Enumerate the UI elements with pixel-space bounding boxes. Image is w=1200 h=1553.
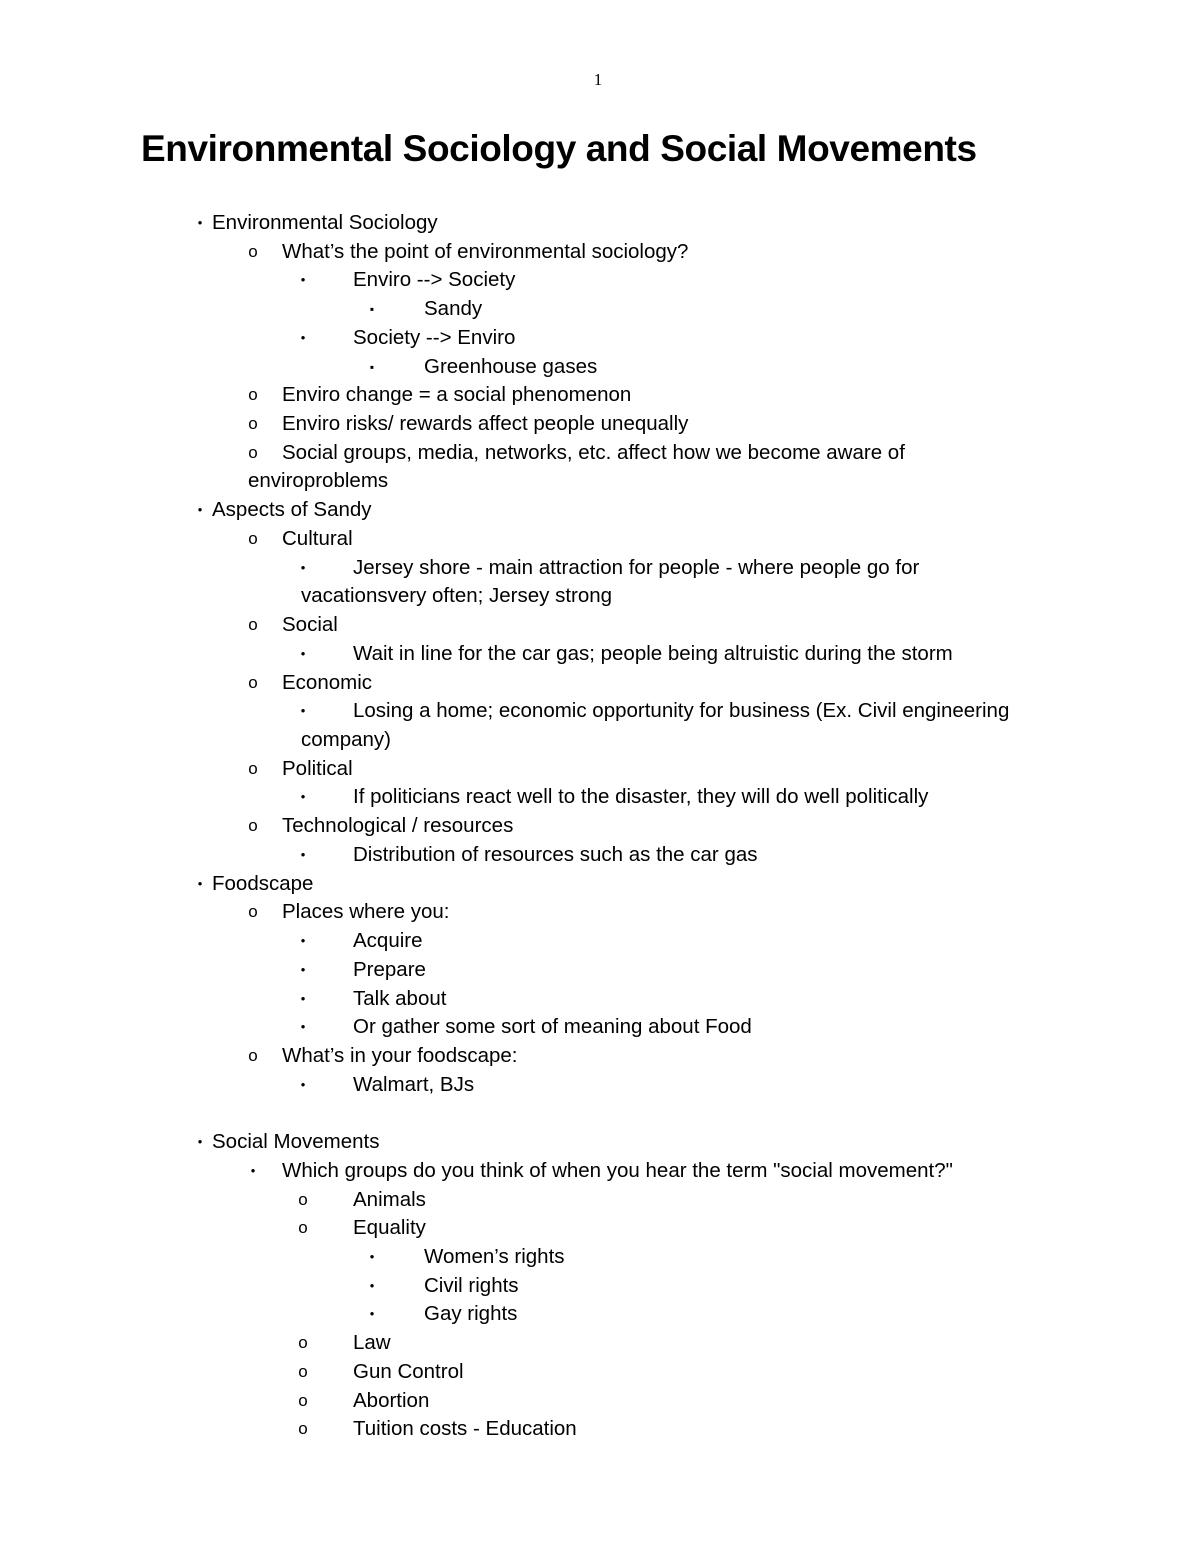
list-item bbox=[0, 1042, 1200, 1071]
bullet-icon: • bbox=[197, 875, 203, 891]
list-item-text: Animals bbox=[353, 1187, 426, 1211]
square-bullet-icon: ▪ bbox=[369, 302, 375, 317]
list-item-text: Gun Control bbox=[353, 1359, 464, 1383]
list-item-text: Civil rights bbox=[424, 1273, 519, 1297]
list-item-continuation: enviroproblems bbox=[248, 469, 389, 493]
page-title: Environmental Sociology and Social Movements bbox=[141, 128, 977, 169]
list-item-text: Society --> Enviro bbox=[353, 325, 516, 349]
list-item-text: Talk about bbox=[353, 986, 447, 1010]
bullet-icon: • bbox=[197, 1134, 203, 1150]
list-item bbox=[0, 353, 1200, 382]
list-item bbox=[0, 295, 1200, 324]
list-item-text: Women’s rights bbox=[424, 1244, 565, 1268]
list-item bbox=[0, 1243, 1200, 1272]
bullet-icon: • bbox=[300, 703, 306, 719]
list-item bbox=[0, 669, 1200, 698]
circle-bullet-icon: o bbox=[298, 1361, 308, 1381]
list-item-continuation: company) bbox=[301, 728, 392, 752]
list-item-text: Prepare bbox=[353, 957, 426, 981]
list-item-text: Which groups do you think of when you hear the term "social movement?" bbox=[282, 1158, 953, 1182]
circle-bullet-icon: o bbox=[248, 902, 258, 922]
list-item bbox=[0, 956, 1200, 985]
list-item-text: Walmart, BJs bbox=[353, 1072, 475, 1096]
list-item bbox=[0, 1387, 1200, 1416]
list-item bbox=[0, 1128, 1200, 1157]
list-item bbox=[0, 525, 1200, 554]
circle-bullet-icon: o bbox=[248, 615, 258, 635]
list-item bbox=[0, 755, 1200, 784]
list-item-text: Jersey shore - main attraction for people - where people go for bbox=[353, 555, 920, 579]
bullet-icon: • bbox=[197, 215, 203, 230]
list-item-text: Acquire bbox=[353, 929, 423, 953]
list-item bbox=[0, 870, 1200, 899]
circle-bullet-icon: o bbox=[298, 1390, 308, 1410]
list-item bbox=[0, 1415, 1200, 1444]
circle-bullet-icon: o bbox=[248, 1045, 258, 1065]
bullet-icon: • bbox=[300, 1076, 306, 1092]
list-item-text: Or gather some sort of meaning about Food bbox=[353, 1015, 752, 1039]
list-item-text: Enviro --> Society bbox=[353, 268, 516, 292]
list-item-continuation: vacationsvery often; Jersey strong bbox=[301, 584, 613, 608]
list-item-text: Places where you: bbox=[282, 900, 450, 924]
list-item-text: If politicians react well to the disaster, they will do well politically bbox=[353, 785, 929, 809]
list-item bbox=[0, 1300, 1200, 1329]
page-number: 1 bbox=[593, 70, 603, 89]
square-bullet-icon: ▪ bbox=[369, 359, 375, 374]
list-item-text: Distribution of resources such as the car gas bbox=[353, 842, 758, 866]
list-item bbox=[0, 1272, 1200, 1301]
list-item-text: Law bbox=[353, 1331, 391, 1355]
list-item-text: Technological / resources bbox=[282, 814, 514, 838]
bullet-icon: • bbox=[300, 789, 306, 805]
list-item-text: What’s the point of environmental sociology? bbox=[282, 239, 689, 263]
bullet-icon: • bbox=[300, 329, 306, 345]
circle-bullet-icon: o bbox=[248, 385, 258, 405]
list-item-text: Gay rights bbox=[424, 1302, 518, 1326]
circle-bullet-icon: o bbox=[248, 758, 258, 778]
list-item-text: Social Movements bbox=[212, 1130, 380, 1154]
bullet-icon: • bbox=[300, 933, 306, 949]
list-item-text: What’s in your foodscape: bbox=[282, 1043, 518, 1067]
bullet-icon: • bbox=[250, 1162, 256, 1178]
circle-bullet-icon: o bbox=[298, 1419, 308, 1439]
list-item bbox=[0, 1186, 1200, 1215]
bullet-icon: • bbox=[300, 559, 306, 575]
list-item-text: Political bbox=[282, 756, 353, 780]
bullet-icon: • bbox=[300, 961, 306, 977]
circle-bullet-icon: o bbox=[248, 241, 258, 261]
list-item bbox=[0, 266, 1200, 295]
list-item bbox=[0, 611, 1200, 640]
bullet-icon: • bbox=[369, 1306, 375, 1322]
circle-bullet-icon: o bbox=[298, 1189, 308, 1209]
list-item-text: Greenhouse gases bbox=[424, 354, 598, 378]
list-item-text: Losing a home; economic opportunity for business (Ex. Civil engineering bbox=[353, 699, 1010, 723]
list-item-text: Cultural bbox=[282, 526, 353, 550]
list-item bbox=[0, 697, 1200, 754]
list-item bbox=[0, 1157, 1200, 1186]
bullet-icon: • bbox=[369, 1248, 375, 1264]
list-item bbox=[0, 1358, 1200, 1387]
list-item bbox=[0, 783, 1200, 812]
list-item bbox=[0, 1013, 1200, 1042]
list-item bbox=[0, 1071, 1200, 1100]
list-item bbox=[0, 841, 1200, 870]
list-item bbox=[0, 324, 1200, 353]
list-item-text: Social bbox=[282, 613, 338, 637]
bullet-icon: • bbox=[369, 1277, 375, 1293]
circle-bullet-icon: o bbox=[248, 816, 258, 836]
list-item-text: Environmental Sociology bbox=[212, 211, 438, 234]
bullet-icon: • bbox=[300, 645, 306, 661]
list-item-text: Aspects of Sandy bbox=[212, 498, 372, 522]
outline-list bbox=[0, 209, 1200, 1444]
list-item bbox=[0, 496, 1200, 525]
circle-bullet-icon: o bbox=[248, 414, 258, 434]
list-item-text: Foodscape bbox=[212, 871, 314, 895]
list-item-text: Abortion bbox=[353, 1388, 430, 1412]
bullet-icon: • bbox=[300, 272, 306, 288]
bullet-icon: • bbox=[300, 990, 306, 1006]
list-item bbox=[0, 410, 1200, 439]
list-item bbox=[0, 1329, 1200, 1358]
list-item-text: Social groups, media, networks, etc. affect how we become aware of bbox=[282, 440, 905, 464]
bullet-icon: • bbox=[197, 502, 203, 518]
bullet-icon: • bbox=[300, 1019, 306, 1035]
circle-bullet-icon: o bbox=[298, 1333, 308, 1353]
list-item-text: Economic bbox=[282, 670, 373, 694]
bullet-icon: • bbox=[300, 846, 306, 862]
list-item bbox=[0, 1214, 1200, 1243]
list-item-text: Tuition costs - Education bbox=[353, 1417, 577, 1441]
list-item bbox=[0, 898, 1200, 927]
list-item bbox=[0, 381, 1200, 410]
list-item-text: Wait in line for the car gas; people being altruistic during the storm bbox=[353, 641, 953, 665]
list-item bbox=[0, 640, 1200, 669]
circle-bullet-icon: o bbox=[248, 442, 258, 462]
list-item bbox=[0, 209, 1200, 238]
list-item bbox=[0, 238, 1200, 267]
list-item bbox=[0, 812, 1200, 841]
list-item-text: Enviro change = a social phenomenon bbox=[282, 383, 632, 407]
circle-bullet-icon: o bbox=[298, 1218, 308, 1238]
list-item bbox=[0, 927, 1200, 956]
list-item bbox=[0, 985, 1200, 1014]
blank-line bbox=[0, 1099, 1200, 1128]
list-item bbox=[0, 439, 1200, 496]
list-item-text: Equality bbox=[353, 1216, 426, 1240]
list-item bbox=[0, 554, 1200, 611]
circle-bullet-icon: o bbox=[248, 528, 258, 548]
list-item-text: Sandy bbox=[424, 297, 483, 321]
list-item-text: Enviro risks/ rewards affect people unequally bbox=[282, 412, 689, 436]
circle-bullet-icon: o bbox=[248, 672, 258, 692]
